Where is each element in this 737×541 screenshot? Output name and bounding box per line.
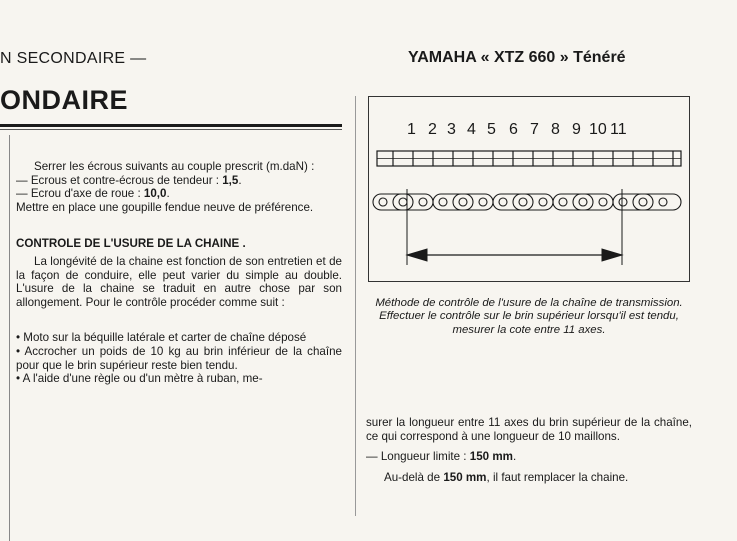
running-header-left: N SECONDAIRE — xyxy=(0,50,147,67)
torque-item-tensioner-value: 1,5 xyxy=(222,173,239,187)
limit-length-value: 150 mm xyxy=(469,450,513,464)
chain-figure xyxy=(368,96,690,282)
wear-paragraph: La longévité de la chaine est fonction de son entretien et de la façon de conduire, elle peut varier du simple au double. L'usure de la chaine se traduit en autre chose par son allongement. Pour le contrôle procéder comme suit : xyxy=(16,254,342,309)
replace-chain-end: , il faut remplacer la chaine. xyxy=(486,470,629,484)
axis-number: 2 xyxy=(428,121,437,138)
axis-number: 7 xyxy=(530,121,539,138)
axis-number: 11 xyxy=(610,121,627,138)
bullet-ruler: • A l'aide d'une règle ou d'un mètre à ruban, me- xyxy=(16,372,263,386)
chain-diagram xyxy=(369,97,689,281)
section-title: ONDAIRE xyxy=(0,85,129,115)
torque-item-axle-value: 10,0 xyxy=(143,187,167,201)
axis-number: 8 xyxy=(551,121,560,138)
axis-number: 5 xyxy=(487,121,496,138)
intro-paragraph: Serrer les écrous suivants au couple prescrit (m.daN) : xyxy=(34,160,315,173)
limit-length-line xyxy=(366,450,692,464)
title-rule-thin xyxy=(0,129,342,130)
limit-length-label: — Longueur limite : xyxy=(366,450,470,464)
cotter-pin-note: Mettre en place une goupille fendue neuve de préférence. xyxy=(16,200,314,214)
chain-plate-view xyxy=(373,194,681,210)
torque-item-tensioner xyxy=(16,174,342,188)
torque-item-axle-label: — Ecrou d'axe de roue : xyxy=(16,187,144,201)
axis-number: 3 xyxy=(447,121,456,138)
continuation-paragraph: surer la longueur entre 11 axes du brin supérieur de la chaîne, ce qui correspond à une longueur de 10 maillons. xyxy=(366,416,692,443)
subsection-title: CONTROLE DE L'USURE DE LA CHAINE . xyxy=(16,237,246,251)
right-column xyxy=(366,416,692,484)
left-margin-line xyxy=(9,135,10,541)
replace-chain-start: Au-delà de xyxy=(384,470,444,484)
bullet-stand: • Moto sur la béquille latérale et carter de chaîne déposé xyxy=(16,331,307,345)
axis-number: 9 xyxy=(572,121,581,138)
replace-chain-value: 150 mm xyxy=(443,470,487,484)
title-rule-thick xyxy=(0,124,342,127)
torque-item-axle xyxy=(16,187,342,201)
replace-chain-line xyxy=(366,471,692,485)
axis-number: 1 xyxy=(407,121,416,138)
torque-item-axle-end: . xyxy=(166,187,170,201)
column-divider xyxy=(355,96,356,516)
left-column xyxy=(16,160,342,386)
bullet-weight: • Accrocher un poids de 10 kg au brin inférieur de la chaîne pour que le brin supérieur reste bien tendu. xyxy=(16,344,342,372)
torque-item-tensioner-end: . xyxy=(238,173,242,187)
axis-number: 6 xyxy=(509,121,518,138)
figure-caption: Méthode de contrôle de l'usure de la chaîne de transmission. Effectuer le contrôle sur le brin supérieur lorsqu'il est tendu, mesurer la cote entre 11 axes. xyxy=(375,297,683,336)
torque-item-tensioner-label: — Ecrous et contre-écrous de tendeur : xyxy=(16,173,223,187)
axis-number: 4 xyxy=(467,121,476,138)
chain-side-view xyxy=(377,151,681,166)
limit-length-end: . xyxy=(512,450,517,464)
axis-number: 10 xyxy=(589,121,607,138)
running-header-right: YAMAHA « XTZ 660 » Ténéré xyxy=(408,49,626,66)
